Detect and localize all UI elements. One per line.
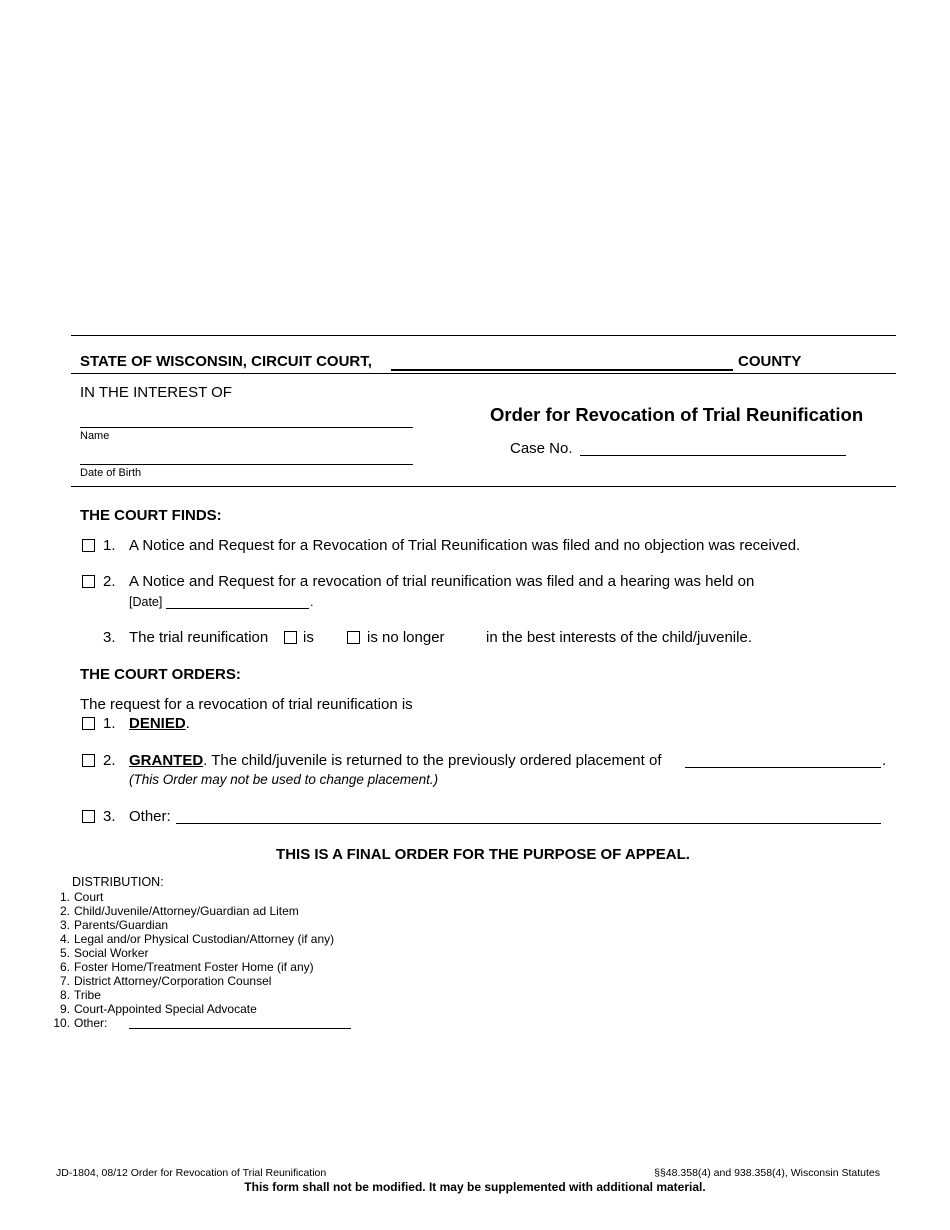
court-label: STATE OF WISCONSIN, CIRCUIT COURT,	[80, 353, 372, 370]
order-denied-label: DENIED	[129, 715, 186, 732]
case-no-label: Case No.	[510, 440, 573, 457]
finding-2-text: A Notice and Request for a revocation of trial reunification was filed and a hearing was held on	[129, 573, 755, 590]
order-granted-label: GRANTED	[129, 752, 204, 769]
order-3-number: 3.	[103, 808, 116, 825]
dob-label: Date of Birth	[80, 467, 142, 479]
distribution-item: 1. Court	[59, 890, 104, 904]
distribution-heading: DISTRIBUTION:	[72, 875, 164, 889]
finding-3-tail: in the best interests of the child/juvenile.	[486, 629, 752, 646]
footer-notice: This form shall not be modified. It may be supplemented with additional material.	[244, 1180, 706, 1194]
county-label: COUNTY	[738, 353, 802, 370]
finding-3-number: 3.	[103, 629, 116, 646]
order-denied-checkbox[interactable]	[82, 717, 95, 730]
orders-intro: The request for a revocation of trial reunification is	[80, 696, 413, 713]
distribution-item: 6. Foster Home/Treatment Foster Home (if any)	[59, 960, 314, 974]
distribution-item: 8. Tribe	[59, 988, 101, 1002]
order-2-number: 2.	[103, 752, 116, 769]
orders-heading: THE COURT ORDERS:	[80, 666, 241, 683]
finding-3-no-longer-checkbox[interactable]	[347, 631, 360, 644]
distribution-item: 9. Court-Appointed Special Advocate	[59, 1002, 257, 1016]
distribution-item: 4. Legal and/or Physical Custodian/Attorney (if any)	[59, 932, 335, 946]
distribution-item: 2. Child/Juvenile/Attorney/Guardian ad Litem	[59, 904, 299, 918]
order-denied-line: DENIED.	[129, 715, 190, 732]
order-granted-text: . The child/juvenile is returned to the previously ordered placement of	[203, 752, 662, 769]
finding-3-no-longer-label: is no longer	[367, 629, 445, 646]
order-granted-checkbox[interactable]	[82, 754, 95, 767]
finding-1-checkbox[interactable]	[82, 539, 95, 552]
distribution-item: 7. District Attorney/Corporation Counsel	[59, 974, 272, 988]
footer-statutes: §§48.358(4) and 938.358(4), Wisconsin Statutes	[654, 1167, 880, 1179]
case-no-field[interactable]	[580, 455, 846, 456]
dob-field[interactable]	[80, 464, 413, 465]
distribution-item: 5. Social Worker	[59, 946, 149, 960]
county-field[interactable]	[391, 369, 733, 371]
order-1-number: 1.	[103, 715, 116, 732]
placement-field[interactable]	[685, 767, 881, 768]
hearing-date-field[interactable]	[166, 608, 309, 609]
order-other-field[interactable]	[176, 823, 881, 824]
footer-form-id: JD-1804, 08/12 Order for Revocation of Trial Reunification	[56, 1167, 327, 1179]
order-granted-line	[129, 752, 662, 769]
finding-3-is-label: is	[303, 629, 314, 646]
findings-heading: THE COURT FINDS:	[80, 507, 222, 524]
finding-2-checkbox[interactable]	[82, 575, 95, 588]
finding-3-text: The trial reunification	[129, 629, 269, 646]
order-granted-note: (This Order may not be used to change placement.)	[129, 772, 439, 787]
distribution-item: 3. Parents/Guardian	[59, 918, 169, 932]
placement-period: .	[882, 752, 887, 769]
hearing-date-label: [Date]	[129, 595, 163, 609]
final-order-notice: THIS IS A FINAL ORDER FOR THE PURPOSE OF APPEAL.	[276, 846, 690, 863]
finding-1-text: A Notice and Request for a Revocation of Trial Reunification was filed and no objection was received.	[129, 537, 801, 554]
caption-top-rule	[71, 335, 896, 336]
form-title: Order for Revocation of Trial Reunification	[490, 404, 864, 425]
finding-1-number: 1.	[103, 537, 116, 554]
caption-bottom-rule	[71, 486, 896, 487]
interest-label: IN THE INTEREST OF	[80, 384, 232, 401]
order-other-label: Other:	[129, 808, 171, 825]
name-field[interactable]	[80, 427, 413, 428]
finding-2-number: 2.	[103, 573, 116, 590]
caption-divider	[71, 373, 896, 374]
finding-3-is-checkbox[interactable]	[284, 631, 297, 644]
hearing-date-period: .	[310, 595, 314, 609]
order-other-checkbox[interactable]	[82, 810, 95, 823]
distribution-item: 10. Other:	[53, 1016, 108, 1030]
distribution-other-field[interactable]	[129, 1028, 351, 1029]
name-label: Name	[80, 430, 110, 442]
